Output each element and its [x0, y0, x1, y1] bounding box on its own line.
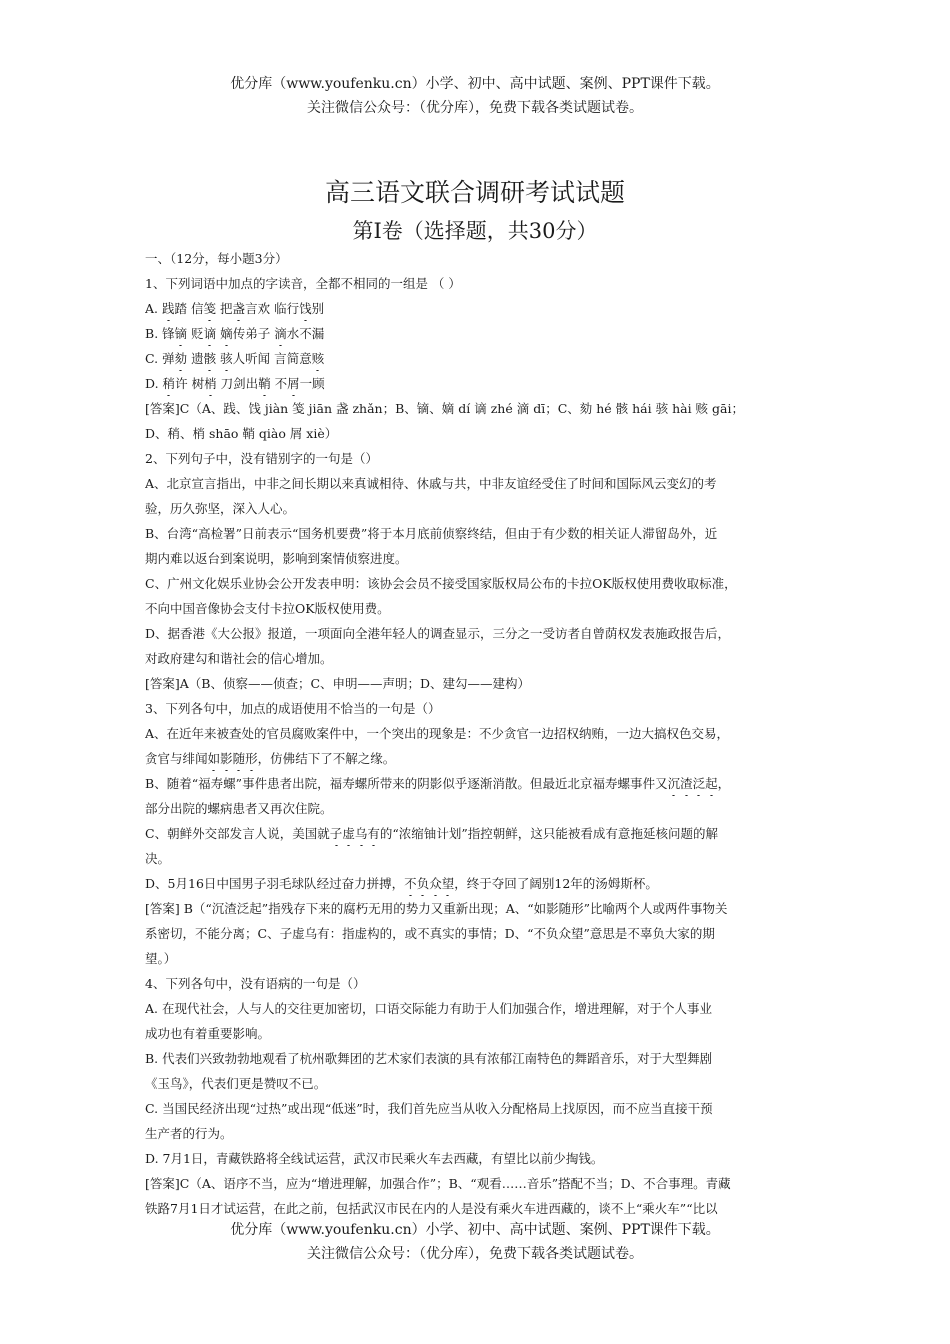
text-line: D、据香港《大公报》报道，一项面向全港年轻人的调查显示，三分之一受访者自曾荫权发表施政报告后， — [145, 626, 731, 641]
emphasis-char: 盏 — [233, 296, 246, 321]
emphasis-char: 劾 — [175, 346, 188, 371]
emphasis-char: 起 — [705, 771, 718, 796]
emphasis-char: 虚 — [342, 821, 355, 846]
text-line: A、北京宣言指出，中非之间长期以来真诚相待、休戚与共，中非友谊经受住了时间和国际风云变幻的考 — [145, 476, 717, 491]
text-line: 望。） — [145, 951, 177, 966]
emphasis-char: 梢 — [204, 371, 217, 396]
text-line: 1、下列词语中加点的字读音，全都不相同的一组是 （ ） — [145, 276, 461, 291]
header-line-1: 优分库（www.youfenku.cn）小学、初中、高中试题、案例、PPT课件下载。 — [230, 76, 720, 92]
emphasis-char: 屑 — [287, 371, 300, 396]
text-line: 部分出院的螺病患者又再次住院。 — [145, 801, 333, 816]
emphasis-char: 滴 — [274, 321, 287, 346]
emphasis-char: 乌 — [355, 821, 368, 846]
text-line: B. 代表们兴致勃勃地观看了杭州歌舞团的艺术家们表演的具有浓郁江南特色的舞蹈音乐，对于大型舞剧 — [145, 1051, 713, 1066]
emphasis-char: 笺 — [204, 296, 217, 321]
emphasis-char: 鞘 — [258, 371, 271, 396]
text-line: 不向中国音像协会支付卡拉OK版权使用费。 — [145, 601, 390, 616]
text-line: 验，历久弥坚，深入人心。 — [145, 501, 296, 516]
page-footer — [0, 1218, 950, 1266]
text-line: B、台湾“高检署”日前表示“国务机要费”将于本月底前侦察终结，但由于有少数的相关证人滞留岛外，近 — [145, 526, 718, 541]
text-line: 生产者的行为。 — [145, 1126, 233, 1141]
emphasis-char: 饯 — [299, 296, 312, 321]
section-title: 第Ⅰ卷（选择题，共30分） — [352, 219, 598, 243]
text-line: [答案]C（A、语序不当，应为“增进理解，加强合作”；B、“观看……音乐”搭配不当；D、不合事理。青藏 — [145, 1176, 731, 1191]
text-line: [答案] B（“沉渣泛起”指残存下来的腐朽无用的势力又重新出现；A、“如影随形”比喻两个人或两件事物关 — [145, 901, 728, 916]
text-line: 成功也有着重要影响。 — [145, 1026, 271, 1041]
emphasis-char: 沉 — [668, 771, 681, 796]
emphasis-char: 骸 — [204, 346, 217, 371]
text-line: 3、下列各句中，加点的成语使用不恰当的一句是（） — [145, 701, 441, 716]
emphasis-char: 众 — [429, 871, 442, 896]
emphasis-char: 谪 — [204, 321, 217, 346]
text-line: A. 在现代社会，人与人的交往更加密切，口语交际能力有助于人们加强合作，增进理解，对于个人事业 — [145, 1001, 712, 1016]
page-title: 高三语文联合调研考试试题 — [324, 178, 625, 207]
emphasis-char: 形 — [245, 746, 258, 771]
emphasis-char: 泛 — [693, 771, 706, 796]
text-line: D、5月16日中国男子羽毛球队经过奋力拼搏，不负众望，终于夺回了阔别12年的汤姆斯杯。 — [145, 871, 813, 896]
footer-line-2: 关注微信公众号：（优分库），免费下载各类试题试卷。 — [307, 1246, 643, 1262]
emphasis-char: 骇 — [220, 346, 233, 371]
emphasis-char: 赅 — [312, 346, 325, 371]
footer-line-1: 优分库（www.youfenku.cn）小学、初中、高中试题、案例、PPT课件下载。 — [230, 1222, 720, 1238]
text-line: 4、下列各句中，没有语病的一句是（） — [145, 976, 366, 991]
emphasis-char: 如 — [208, 746, 221, 771]
header-line-2: 关注微信公众号：（优分库），免费下载各类试题试卷。 — [307, 100, 643, 116]
emphasis-char: 镝 — [175, 321, 188, 346]
text-line: D. 稍许 树梢 刀剑出鞘 不屑一顾 — [145, 371, 813, 396]
text-line: 决。 — [145, 851, 171, 866]
text-line: 期内难以返台到案说明，影响到案情侦察进度。 — [145, 551, 408, 566]
emphasis-char: 影 — [220, 746, 233, 771]
text-line: D. 7月1日，青藏铁路将全线试运营，武汉市民乘火车去西藏，有望比以前少掏钱。 — [145, 1151, 604, 1166]
emphasis-char: 随 — [233, 746, 246, 771]
text-line: C. 弹劾 遗骸 骇人听闻 言简意赅 — [145, 346, 813, 371]
document-body — [145, 246, 813, 1221]
text-line: A、在近年来被查处的官员腐败案件中，一个突出的现象是：不少贪官一边招权纳贿，一边大搞权色交易， — [145, 726, 730, 741]
emphasis-char: 有 — [367, 821, 380, 846]
text-line: C. 当国民经济出现“过热”或出现“低迷”时，我们首先应当从收入分配格局上找原因，而不应当直接干预 — [145, 1101, 713, 1116]
text-line: 铁路7月1日才试运营，在此之前，包括武汉市民在内的人是没有乘火车进西藏的，谈不上“乘火车”“比以 — [145, 1201, 718, 1216]
text-line: 对政府建勾和谐社会的信心增加。 — [145, 651, 333, 666]
emphasis-char: 望 — [442, 871, 455, 896]
emphasis-char: 渣 — [680, 771, 693, 796]
text-line: [答案]A（B、侦察——侦查；C、申明——声明；D、建勾——建构） — [145, 676, 531, 691]
emphasis-char: 稍 — [163, 371, 176, 396]
text-line: C、朝鲜外交部发言人说，美国就子虚乌有的“浓缩铀计划”指控朝鲜，这只能被看成有意拖延核问题的解 — [145, 821, 813, 846]
emphasis-char: 子 — [330, 821, 343, 846]
text-line: A. 践踏 信笺 把盏言欢 临行饯别 — [145, 296, 813, 321]
emphasis-char: 不 — [404, 871, 417, 896]
emphasis-char: 负 — [417, 871, 430, 896]
text-line: B、随着“福寿螺”事件患者出院，福寿螺所带来的阴影似乎逐渐消散。但最近北京福寿螺事件又沉渣泛起， — [145, 771, 813, 796]
page-header — [0, 72, 950, 120]
text-line: B. 锋镝 贬谪 嫡传弟子 滴水不漏 — [145, 321, 813, 346]
text-line: D、稍、梢 shāo 鞘 qiào 屑 xiè） — [145, 426, 338, 441]
text-line: [答案]C（A、践、饯 jiàn 笺 jiān 盏 zhǎn；B、镝、嫡 dí 谪 zhé 滴 dī；C、劾 hé 骸 hái 骇 hài 赅 gāi； — [145, 401, 744, 416]
emphasis-char: 嫡 — [220, 321, 233, 346]
emphasis-char: 践 — [162, 296, 175, 321]
text-line: 《玉鸟》，代表们更是赞叹不已。 — [145, 1076, 327, 1091]
text-line: C、广州文化娱乐业协会公开发表申明：该协会会员不接受国家版权局公布的卡拉OK版权使用费收取标准， — [145, 576, 737, 591]
text-line: 贪官与绯闻如影随形，仿佛结下了不解之缘。 — [145, 746, 813, 771]
text-line: 系密切，不能分离；C、子虚乌有：指虚构的，或不真实的事情；D、“不负众望”意思是不辜负大家的期 — [145, 926, 715, 941]
text-line: 2、下列句子中，没有错别字的一句是（） — [145, 451, 378, 466]
text-line: 一、（12分，每小题3分） — [145, 251, 288, 266]
